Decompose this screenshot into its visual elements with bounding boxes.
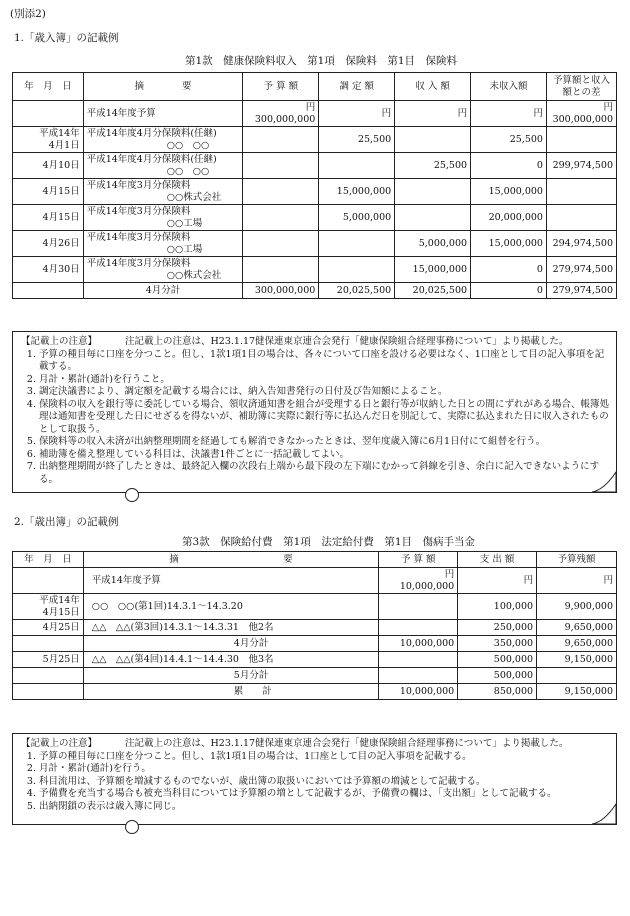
spent-value: 500,000	[493, 669, 534, 681]
remain-value: 9,150,000	[564, 685, 613, 697]
column-header: 予 算 額	[243, 73, 319, 101]
table-row	[13, 231, 617, 257]
spent-cell	[458, 594, 537, 620]
date-cell: 5月25日	[13, 652, 84, 668]
description-cell	[83, 101, 243, 127]
table-row	[13, 684, 617, 700]
budget-cell	[243, 101, 319, 127]
assess-cell	[319, 231, 395, 257]
remain-cell	[537, 620, 617, 636]
notes-intro: 注記載上の注意は、H23.1.17健保連東京連合会発行「健康保険組合経理事務について」より掲載した。	[125, 738, 569, 749]
uncollected-cell	[471, 257, 547, 283]
description-cell: ○○ ○○(第1回)14.3.1～14.3.20	[83, 594, 379, 620]
yen-unit: 円	[305, 101, 316, 113]
section1-heading: 1.「歳入簿」の記載例	[14, 32, 119, 44]
date-cell	[13, 283, 84, 299]
total-row	[13, 283, 617, 299]
uncollected-value: 0	[536, 263, 543, 275]
payer-name: ○○工場	[166, 217, 203, 229]
budget-cell	[379, 668, 458, 684]
description-line: 平成14年度4月分保険料(任継)	[86, 127, 217, 139]
date-cell	[13, 101, 84, 127]
table-row	[13, 620, 617, 636]
budget-value: 10,000,000	[399, 580, 455, 592]
assess-value: 25,500	[357, 133, 392, 145]
description-cell: 平成14年度予算	[83, 568, 379, 594]
budget-value: 10,000,000	[399, 685, 455, 697]
diff-value: 299,974,500	[552, 159, 613, 171]
assess-cell	[319, 127, 395, 153]
note-item: 2. 月計・累計(通計)を行うこと。	[39, 374, 610, 387]
section1-subtitle: 第1款 健康保険料収入 第1項 保険料 第1目 保険料	[185, 55, 458, 67]
income-cell	[395, 231, 471, 257]
assess-cell	[319, 257, 395, 283]
revenue-notes-box	[12, 331, 617, 493]
attachment-label: (別添2)	[10, 8, 46, 20]
description-line: 平成14年度3月分保険料	[86, 179, 191, 191]
table-row	[13, 652, 617, 668]
spent-cell	[458, 568, 537, 594]
column-header: 予算額と収入額との差	[546, 73, 616, 101]
uncollected-value: 0	[536, 159, 543, 171]
payer-name: ○○株式会社	[166, 191, 222, 203]
budget-value: 300,000,000	[254, 113, 316, 125]
description-cell	[83, 153, 243, 179]
budget-cell	[243, 127, 319, 153]
budget-cell	[379, 684, 458, 700]
table-row	[13, 205, 617, 231]
budget-cell	[243, 205, 319, 231]
column-header: 年 月 日	[13, 73, 84, 101]
section2-subtitle: 第3款 保険給付費 第1項 法定給付費 第1目 傷病手当金	[182, 536, 476, 548]
payer-name: ○○工場	[166, 243, 203, 255]
expenditure-header-row	[13, 552, 617, 568]
column-header: 支 出 額	[458, 552, 537, 568]
date-cell	[13, 636, 84, 652]
note-item: 3. 調定決議書により、調定額を記載する場合には、納入告知書発行の日付及び告知額によること。	[39, 386, 610, 399]
budget-cell	[379, 636, 458, 652]
budget-cell	[243, 179, 319, 205]
yen-unit: 円	[533, 107, 543, 119]
yen-unit: 円	[444, 568, 455, 580]
column-header: 摘 要	[83, 73, 243, 101]
budget-cell	[379, 594, 458, 620]
table-row	[13, 594, 617, 620]
table-row	[13, 179, 617, 205]
date-cell: 4月10日	[13, 153, 84, 179]
revenue-ledger-table	[12, 72, 617, 299]
uncollected-value: 15,000,000	[488, 185, 543, 197]
budget-cell	[379, 652, 458, 668]
uncollected-value: 25,500	[509, 133, 543, 145]
uncollected-cell	[471, 205, 547, 231]
note-item: 7. 出納整理期間が終了したときは、最終記入欄の次段右上端から最下段の左下端にむかって斜線を引き、余白に記入できないようにする。	[39, 461, 610, 486]
description-cell	[83, 205, 243, 231]
uncollected-cell	[471, 101, 547, 127]
remain-cell	[537, 636, 617, 652]
uncollected-cell	[471, 153, 547, 179]
date-cell: 平成14年 4月1日	[13, 127, 84, 153]
description-cell: 累 計	[83, 684, 379, 700]
description-cell	[83, 257, 243, 283]
column-header: 収 入 額	[395, 73, 471, 101]
column-header: 予算残額	[537, 552, 617, 568]
yen-unit: 円	[603, 101, 613, 113]
diff-cell	[546, 153, 616, 179]
note-item: 5. 出納閉鎖の表示は歳入簿に同じ。	[39, 801, 610, 814]
uncollected-cell	[471, 179, 547, 205]
total-label: 4月分計	[83, 283, 243, 299]
description-line: 平成14年度予算	[86, 107, 156, 119]
income-value: 15,000,000	[412, 263, 468, 275]
column-header: 未収入額	[471, 73, 547, 101]
date-cell	[13, 668, 84, 684]
income-cell	[395, 101, 471, 127]
expenditure-notes-box	[12, 733, 617, 825]
payer-name: ○○株式会社	[166, 269, 222, 281]
yen-unit: 円	[603, 574, 613, 586]
note-item: 4. 予備費を充当する場合も被充当科目については予算額の増として記載するが、予備費の欄は、「支出額」として記載する。	[39, 788, 610, 801]
yen-unit: 円	[457, 107, 468, 119]
spent-cell	[458, 636, 537, 652]
assess-value: 5,000,000	[342, 211, 392, 223]
description-line: 平成14年度3月分保険料	[86, 231, 191, 243]
payer-name: ○○ ○○	[166, 165, 210, 177]
income-cell	[395, 257, 471, 283]
notes-label: 【記載上の注意】	[21, 738, 98, 749]
income-total: 20,025,500	[395, 283, 471, 299]
column-header: 調 定 額	[319, 73, 395, 101]
remain-value: 9,150,000	[564, 653, 613, 665]
spent-value: 350,000	[493, 637, 534, 649]
budget-value: 10,000,000	[399, 637, 455, 649]
uncollected-cell	[471, 127, 547, 153]
table-row	[13, 668, 617, 684]
remain-cell	[537, 684, 617, 700]
budget-cell	[379, 620, 458, 636]
payer-name: ○○ ○○	[166, 139, 210, 151]
spent-value: 100,000	[493, 600, 534, 612]
expenditure-ledger-table	[12, 551, 617, 700]
uncollected-value: 20,000,000	[488, 211, 543, 223]
table-row	[13, 101, 617, 127]
description-cell: 4月分計	[83, 636, 379, 652]
scroll-curl-icon	[125, 820, 139, 834]
scroll-curl-icon	[125, 488, 139, 502]
diff-value: 300,000,000	[552, 113, 613, 125]
assess-cell	[319, 205, 395, 231]
budget-total: 300,000,000	[243, 283, 319, 299]
assess-cell	[319, 101, 395, 127]
diff-cell	[546, 127, 616, 153]
remain-cell	[537, 568, 617, 594]
spent-value: 500,000	[493, 653, 534, 665]
date-cell	[13, 568, 84, 594]
description-line: 平成14年度4月分保険料(任継)	[86, 153, 217, 165]
table-row	[13, 127, 617, 153]
diff-cell	[546, 179, 616, 205]
description-cell: △△ △△(第3回)14.3.1～14.3.31 他2名	[83, 620, 379, 636]
description-cell: 5月分計	[83, 668, 379, 684]
spent-value: 250,000	[493, 621, 534, 633]
diff-cell	[546, 231, 616, 257]
description-cell	[83, 231, 243, 257]
yen-unit: 円	[381, 107, 392, 119]
notes-label: 【記載上の注意】	[21, 336, 98, 347]
income-value: 25,500	[433, 159, 468, 171]
budget-cell	[243, 231, 319, 257]
diff-value: 294,974,500	[552, 237, 613, 249]
description-cell	[83, 179, 243, 205]
spent-cell	[458, 668, 537, 684]
spent-value: 850,000	[493, 685, 534, 697]
budget-cell	[243, 257, 319, 283]
date-cell: 4月15日	[13, 205, 84, 231]
income-cell	[395, 179, 471, 205]
diff-value: 279,974,500	[552, 263, 613, 275]
assess-cell	[319, 153, 395, 179]
remain-value: 9,650,000	[564, 637, 613, 649]
budget-cell	[243, 153, 319, 179]
budget-cell	[379, 568, 458, 594]
spent-cell	[458, 652, 537, 668]
assess-total: 20,025,500	[319, 283, 395, 299]
expenditure-notes-list	[21, 751, 610, 814]
table-row	[13, 257, 617, 283]
notes-intro: 注記載上の注意は、H23.1.17健保連東京連合会発行「健康保険組合経理事務について」より掲載した。	[125, 336, 569, 347]
yen-unit: 円	[523, 574, 534, 586]
diff-total: 279,974,500	[546, 283, 616, 299]
income-cell	[395, 205, 471, 231]
assess-cell	[319, 179, 395, 205]
date-cell: 4月15日	[13, 179, 84, 205]
diff-cell	[546, 101, 616, 127]
page-curl-icon	[590, 802, 620, 828]
column-header: 予 算 額	[379, 552, 458, 568]
column-header: 年 月 日	[13, 552, 84, 568]
revenue-notes-list	[21, 349, 610, 487]
note-item: 4. 保険料の収入を銀行等に委託している場合、領収済通知書を組合が受理する日と銀行等が収納した日との間にずれがある場合、帳簿処理は通知書を受理した日にせざるを得ないが、補助簿に実際に銀行等に払込んだ日を別記して、実際に払込まれた日に収入されたものとして取扱う。	[39, 399, 610, 437]
spent-cell	[458, 684, 537, 700]
date-cell: 平成14年 4月15日	[13, 594, 84, 620]
description-cell	[83, 127, 243, 153]
description-line: 平成14年度3月分保険料	[86, 205, 191, 217]
remain-cell	[537, 652, 617, 668]
note-item: 1. 予算の種目毎に口座を分つこと。但し、1款1項1目の場合は、各々について口座を設ける必要はなく、1口座として目の記入事項を記載する。	[39, 349, 610, 374]
spent-cell	[458, 620, 537, 636]
note-item: 1. 予算の種目毎に口座を分つこと。但し、1款1項1目の場合は、1口座として目の記入事項を記載する。	[39, 751, 610, 764]
date-cell: 4月25日	[13, 620, 84, 636]
diff-cell	[546, 257, 616, 283]
table-row	[13, 153, 617, 179]
revenue-header-row	[13, 73, 617, 101]
table-row	[13, 636, 617, 652]
page-curl-icon	[590, 470, 620, 496]
note-item: 6. 補助簿を備え整理している科目は、決議書1件ごとに一括記載してよい。	[39, 449, 610, 462]
remain-value: 9,650,000	[564, 621, 613, 633]
assess-value: 15,000,000	[336, 185, 392, 197]
note-item: 5. 保険料等の収入未済が出納整理期間を経過しても解消できなかったときは、翌年度歳入簿に6月1日付にて組替を行う。	[39, 436, 610, 449]
remain-cell	[537, 594, 617, 620]
income-cell	[395, 127, 471, 153]
note-item: 2. 月計・累計(通計)を行う。	[39, 763, 610, 776]
column-header: 摘 要	[83, 552, 379, 568]
table-row	[13, 568, 617, 594]
section2-heading: 2.「歳出簿」の記載例	[14, 516, 119, 528]
uncollected-cell	[471, 231, 547, 257]
note-item: 3. 科目流用は、予算額を増減するものでないが、歳出簿の取扱いにおいては予算額の増減として記載する。	[39, 776, 610, 789]
income-value: 5,000,000	[418, 237, 468, 249]
date-cell	[13, 684, 84, 700]
diff-cell	[546, 205, 616, 231]
description-cell: △△ △△(第4回)14.4.1～14.4.30 他3名	[83, 652, 379, 668]
description-line: 平成14年度3月分保険料	[86, 257, 191, 269]
remain-cell	[537, 668, 617, 684]
remain-value: 9,900,000	[564, 600, 613, 612]
uncollected-value: 15,000,000	[488, 237, 543, 249]
date-cell: 4月26日	[13, 231, 84, 257]
uncollected-total: 0	[471, 283, 547, 299]
date-cell: 4月30日	[13, 257, 84, 283]
income-cell	[395, 153, 471, 179]
